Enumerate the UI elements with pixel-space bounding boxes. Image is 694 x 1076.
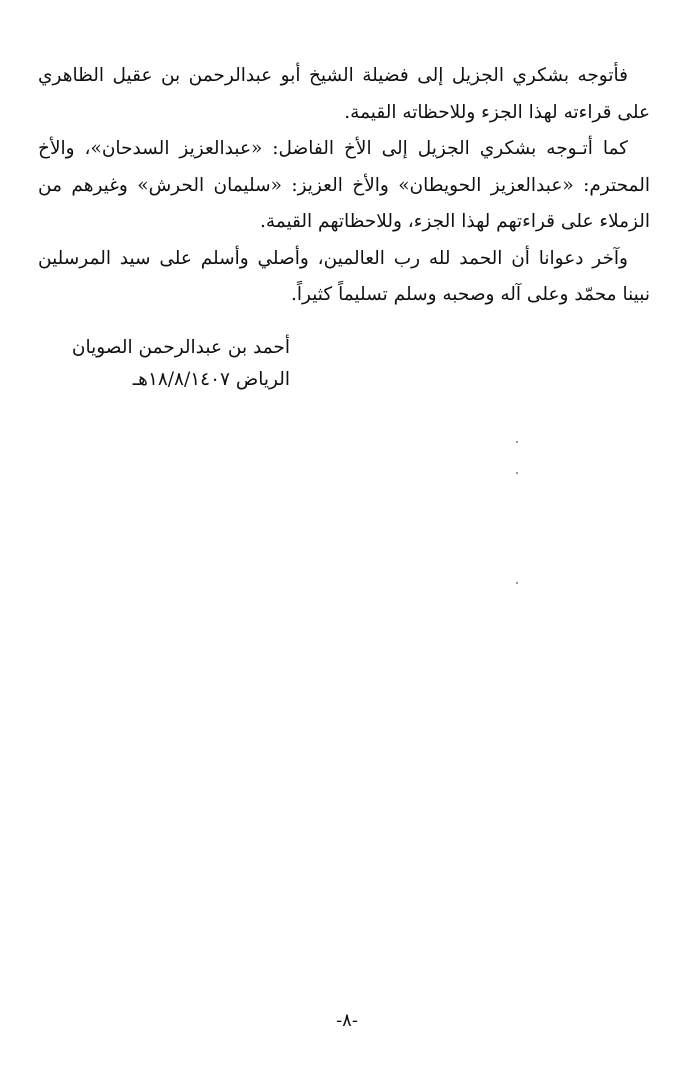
signature-block (72, 332, 290, 396)
acknowledgement-paragraph-1: فأتوجه بشكري الجزيل إلى فضيلة الشيخ أبو عبدالرحمن بن عقيل الظاهري على قراءته لهذا الجزء وللاحظاته القيمة. (38, 65, 650, 123)
acknowledgement-body (38, 58, 650, 314)
scan-speck (516, 441, 518, 443)
scan-speck (516, 582, 518, 584)
closing-prayer-paragraph: وآخر دعوانا أن الحمد لله رب العالمين، وأصلي وأسلم على سيد المرسلين نبينا محمّد وعلى آله وصحبه وسلم تسليماً كثيراً. (38, 247, 650, 305)
scan-speck (516, 472, 518, 474)
author-name: أحمد بن عبدالرحمن الصويان (71, 337, 290, 358)
place-and-date: الرياض ١٨/٨/١٤٠٧هـ (132, 369, 290, 390)
page-number: -٨- (336, 1010, 358, 1031)
acknowledgement-paragraph-2: كما أتـوجه بشكري الجزيل إلى الأخ الفاضل: «عبدالعزيز السدحان»، والأخ المحترم: «عبدالعزيز الحويطان» والأخ العزيز: «سليمان الحرش» وغيرهم من الزملاء على قراءتهم لهذا الجزء، وللاحظاتهم القيمة. (38, 138, 650, 232)
